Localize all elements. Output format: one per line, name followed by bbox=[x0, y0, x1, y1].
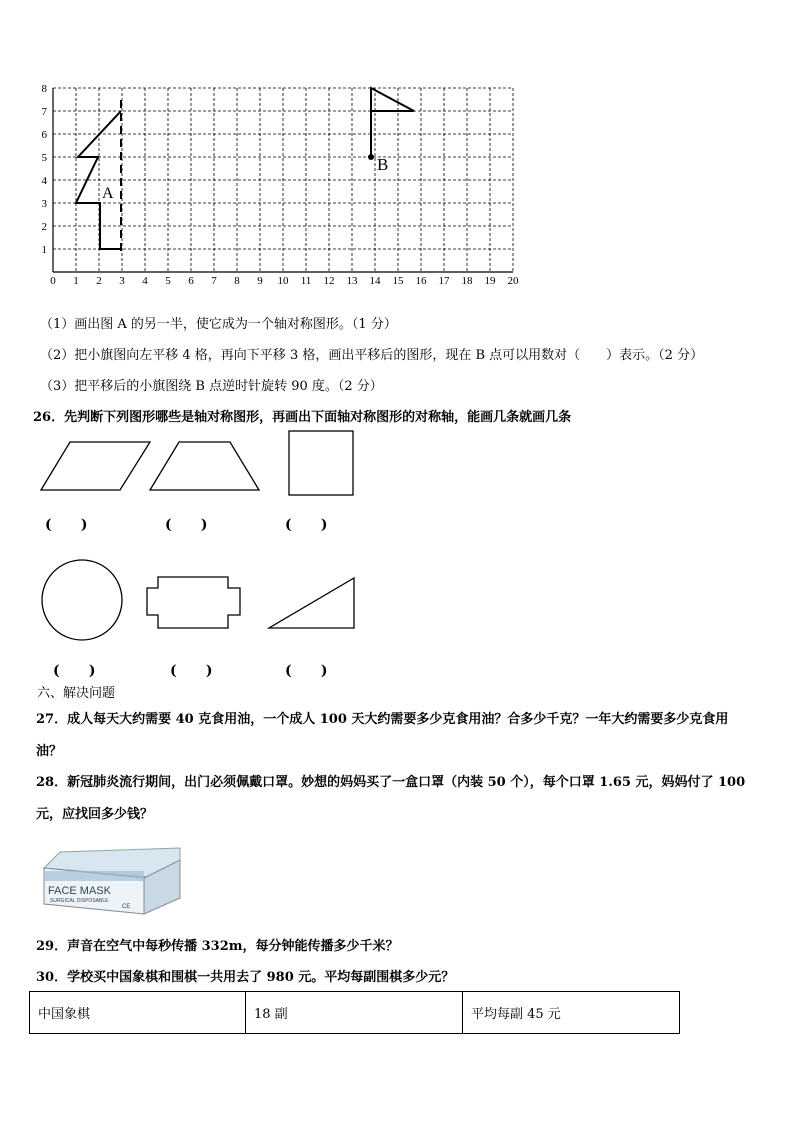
right-triangle-shape bbox=[269, 578, 354, 628]
table-cell-price: 平均每副 45 元 bbox=[463, 992, 680, 1034]
answer-paren-3[interactable]: ( ) bbox=[285, 517, 328, 533]
square-shape bbox=[289, 431, 353, 495]
answer-paren-5[interactable]: ( ) bbox=[170, 663, 213, 679]
x-tick-label: 7 bbox=[211, 275, 217, 287]
table-cell-sets: 18 副 bbox=[246, 992, 463, 1034]
q27-line1: 27．成人每天大约需要 40 克食用油，一个成人 100 天大约需要多少克食用油？合多少千克？一年大约需要多少克食用 bbox=[36, 712, 729, 727]
notched-rectangle-shape bbox=[147, 577, 240, 628]
answer-paren-6[interactable]: ( ) bbox=[285, 663, 328, 679]
x-tick-label: 6 bbox=[188, 275, 194, 287]
x-tick-label: 12 bbox=[323, 275, 335, 287]
x-tick-label: 20 bbox=[507, 275, 519, 287]
x-tick-label: 11 bbox=[300, 275, 312, 287]
x-tick-label: 4 bbox=[142, 275, 148, 287]
q28-line1: 28．新冠肺炎流行期间，出门必须佩戴口罩。妙想的妈妈买了一盒口罩（内装 50 个），每个口罩 1.65 元，妈妈付了 100 bbox=[36, 775, 746, 790]
x-tick-label: 8 bbox=[234, 275, 240, 287]
q26-text: 26．先判断下列图形哪些是轴对称图形，再画出下面轴对称图形的对称轴，能画几条就画几条 bbox=[33, 410, 572, 425]
table-cell-chess: 中国象棋 bbox=[30, 992, 246, 1034]
mask-box-subtitle: SURGICAL DISPOSABLE bbox=[50, 898, 109, 904]
x-tick-label: 3 bbox=[119, 275, 125, 287]
y-tick-label: 8 bbox=[41, 83, 47, 95]
y-tick-label: 6 bbox=[41, 129, 47, 141]
q25-sub2: （2）把小旗图向左平移 4 格，再向下平移 3 格，画出平移后的图形，现在 B 点可以用数对（ ）表示。（2 分） bbox=[40, 348, 704, 363]
x-tick-label: 0 bbox=[50, 275, 56, 287]
point-b bbox=[368, 154, 374, 160]
q25-sub1: （1）画出图 A 的另一半，使它成为一个轴对称图形。（1 分） bbox=[40, 317, 397, 332]
circle-shape bbox=[42, 560, 122, 640]
x-tick-label: 15 bbox=[392, 275, 404, 287]
table-row bbox=[30, 992, 680, 1034]
x-axis-ticks bbox=[50, 275, 519, 287]
y-tick-label: 2 bbox=[41, 221, 47, 233]
q25-sub3: （3）把平移后的小旗图绕 B 点逆时针旋转 90 度。（2 分） bbox=[40, 379, 383, 394]
y-tick-label: 5 bbox=[41, 152, 47, 164]
x-tick-label: 16 bbox=[415, 275, 427, 287]
q29-text: 29．声音在空气中每秒传播 332m，每分钟能传播多少千米？ bbox=[36, 939, 399, 954]
q30-text: 30．学校买中国象棋和围棋一共用去了 980 元。平均每副围棋多少元？ bbox=[36, 970, 455, 985]
x-tick-label: 9 bbox=[257, 275, 263, 287]
label-a: A bbox=[102, 185, 114, 202]
q27-line2: 油？ bbox=[36, 744, 63, 759]
x-tick-label: 2 bbox=[96, 275, 102, 287]
mask-box-title: FACE MASK bbox=[48, 885, 111, 897]
q26-shapes bbox=[0, 425, 794, 675]
x-tick-label: 18 bbox=[461, 275, 473, 287]
q30-table bbox=[29, 991, 680, 1034]
answer-paren-1[interactable]: ( ) bbox=[45, 517, 88, 533]
face-mask-box-image bbox=[40, 838, 184, 916]
x-tick-label: 10 bbox=[277, 275, 289, 287]
y-tick-label: 1 bbox=[41, 244, 47, 256]
y-tick-label: 3 bbox=[41, 198, 47, 210]
x-tick-label: 13 bbox=[346, 275, 358, 287]
label-b: B bbox=[377, 155, 389, 174]
y-axis-ticks bbox=[42, 83, 48, 256]
x-tick-label: 1 bbox=[73, 275, 79, 287]
mask-box-ce-mark: CE bbox=[122, 904, 131, 910]
x-tick-label: 14 bbox=[369, 275, 381, 287]
x-tick-label: 5 bbox=[165, 275, 171, 287]
x-tick-label: 17 bbox=[438, 275, 450, 287]
flag-figure bbox=[371, 88, 414, 157]
answer-paren-4[interactable]: ( ) bbox=[53, 663, 96, 679]
answer-paren-2[interactable]: ( ) bbox=[165, 517, 208, 533]
y-tick-label: 7 bbox=[41, 106, 47, 118]
section-six-heading: 六、解决问题 bbox=[37, 686, 116, 701]
trapezoid-shape bbox=[150, 442, 259, 490]
x-tick-label: 19 bbox=[484, 275, 496, 287]
coordinate-grid bbox=[20, 78, 520, 290]
q28-line2: 元，应找回多少钱？ bbox=[36, 807, 154, 822]
parallelogram-shape bbox=[41, 442, 150, 490]
y-tick-label: 4 bbox=[41, 175, 47, 187]
